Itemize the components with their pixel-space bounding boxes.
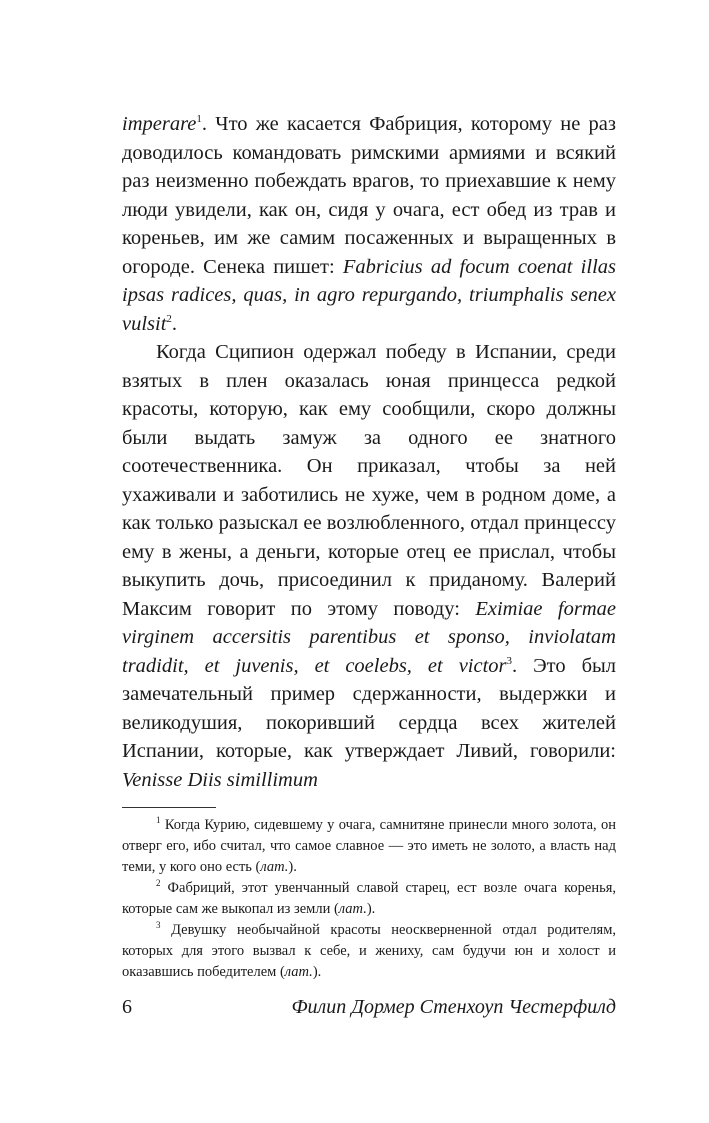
paragraph-2 <box>122 338 616 794</box>
footnote-text: Фабриций, этот увенчанный славой старец, ест возле очага коренья, которые сам же выкопал из земли ( <box>122 880 616 917</box>
footnote-3 <box>122 920 616 983</box>
footnote-ref-3[interactable]: 3 <box>506 654 513 667</box>
footnote-end: ). <box>312 964 322 980</box>
footnote-2 <box>122 878 616 920</box>
paragraph-text: Когда Сципион одержал победу в Испании, среди взятых в плен оказалась юная принцесса редкой красоты, которую, как ему сообщили, скоро должны были выдать замуж за одного ее знатного соотечественника. Он приказал, чтобы за ней ухаживали и заботились не хуже, чем в родном доме, а как только разыскал ее возлюбленного, отдал принцессу ему в жены, а деньги, которые отец ее прислал, чтобы выкупить дочь, присоединил к приданому. Валерий Максим говорит по этому поводу: <box>122 341 616 620</box>
latin-quote: Fabricius ad focum coenat illas ipsas radices, quas, in agro repurgando, triumphalis senex vulsit <box>122 255 616 335</box>
paragraph-text: . Что же касается Фабриция, которому не раз доводилось командовать римскими армиями и всякий раз неизменно побеждать врагов, то приехавшие к нему люди увидели, как он, сидя у очага, ест обед из трав и кореньев, им же самим посаженных и выращенных в огороде. Сенека пишет: <box>122 113 616 278</box>
footnote-number: 3 <box>156 920 161 931</box>
main-text <box>122 110 616 794</box>
footnote-end: ). <box>288 859 297 875</box>
latin-word: imperare <box>122 113 197 135</box>
footnote-text: Девушку необычайной красоты неоскверненной отдал родителям, которых для этого вызвал к себе, и жениху, сам будучи юн и холост и оказавшись победителем ( <box>122 922 616 980</box>
page-number: 6 <box>122 996 132 1018</box>
page-body <box>122 110 616 983</box>
footnote-text: Когда Курию, сидевшему у очага, самнитяне принесли много золота, он отверг его, ибо считал, что самое славное — это иметь не золото, а власть над теми, у кого оно есть ( <box>122 817 616 875</box>
footnote-1 <box>122 815 616 878</box>
paragraph-text: . Это был замечательный пример сдержанности, выдержки и великодушия, покоривший сердца всех жителей Испании, которые, как утверждает Ливий, говорили: <box>122 654 617 762</box>
paragraph-text: . <box>171 312 178 335</box>
footnote-lang: лат. <box>284 964 313 980</box>
footnote-ref-1[interactable]: 1 <box>196 113 202 126</box>
footnote-ref-2[interactable]: 2 <box>166 312 172 325</box>
latin-quote: Venisse Diis simillimum <box>122 768 318 791</box>
footnote-number: 1 <box>156 815 161 826</box>
latin-quote: Eximiae formae virginem accersitis parentibus et sponso, inviolatam tradidit, et juvenis, et coelebs, et victor <box>122 597 617 677</box>
page-footer <box>122 996 616 1019</box>
footnote-lang: лат. <box>260 859 289 875</box>
footnote-end: ). <box>366 901 376 917</box>
footnote-divider <box>122 807 216 808</box>
running-head: Филип Дормер Стенхоуп Честерфилд <box>291 996 616 1018</box>
footnote-number: 2 <box>156 878 161 889</box>
footnotes <box>122 815 616 983</box>
paragraph-1 <box>122 110 616 338</box>
footnote-lang: лат. <box>338 901 367 917</box>
